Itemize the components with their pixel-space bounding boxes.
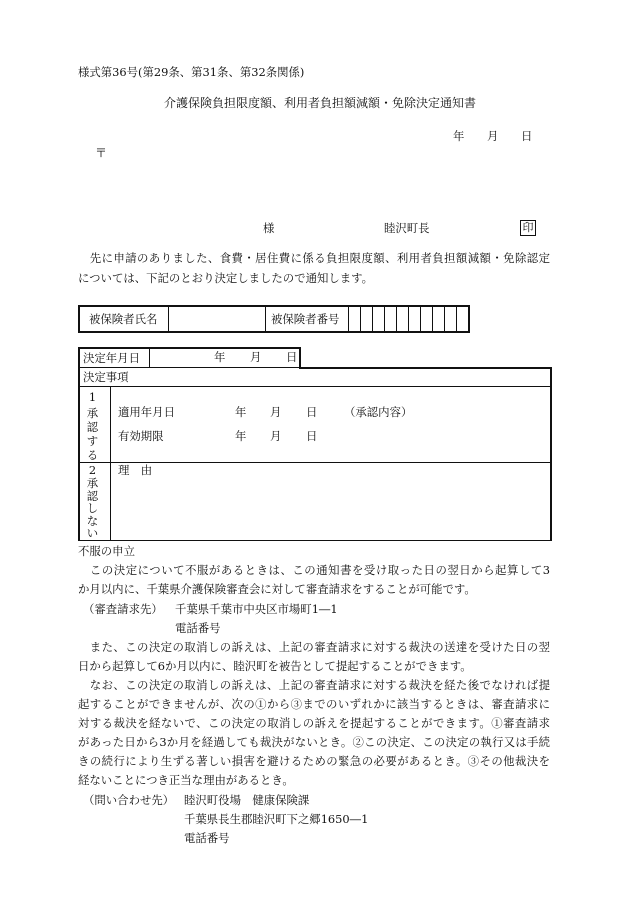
decision-date-row: [78, 347, 301, 368]
review-request-paragraph: [78, 561, 550, 599]
decision-table: [78, 367, 552, 541]
decision-date-day: 日: [286, 350, 298, 364]
issuer-name: 睦沢町長: [384, 221, 430, 235]
reject-number: 2: [88, 463, 97, 477]
review-body-phone: 電話番号: [175, 621, 221, 635]
contact-office: 睦沢町役場 健康保険課: [184, 793, 310, 807]
lawsuit-paragraph: [78, 638, 550, 676]
insured-info-table: [78, 305, 470, 333]
review-body-label: （審査請求先）: [83, 602, 163, 616]
decision-matters-label: 決定事項: [83, 370, 129, 384]
intro-line: については、下記のとおり決定しましたので通知します。: [78, 271, 374, 285]
intro-line: 先に申請のありました、食費・居住費に係る負担限度額、利用者負担額減額・免除認定: [78, 251, 550, 265]
lawsuit-exception-line: 対する裁決を経ないで、この決定の取消しの訴えを提起することができます。①審査請求: [78, 716, 550, 730]
review-request-line: この決定について不服があるときは、この通知書を受け取った日の翌日から起算して3: [78, 563, 550, 577]
insured-number-digit-cell: [457, 307, 468, 331]
insured-number-label: 被保険者番号: [266, 307, 349, 331]
insured-number-digit-cell: [421, 307, 433, 331]
approve-start-day: 日: [306, 405, 318, 419]
approve-period-label: 有効期限: [118, 429, 164, 443]
approve-content-label: （承認内容）: [344, 405, 413, 419]
decision-column-divider: [110, 386, 111, 540]
notice-date-day: 日: [521, 129, 533, 143]
decision-date-year: 年: [214, 350, 226, 364]
insured-number-digit-cell: [385, 307, 397, 331]
insured-number-digit-cell: [349, 307, 361, 331]
insured-number-digit-cell: [397, 307, 409, 331]
lawsuit-exception-line: 経ないことにつき正当な理由があるとき。: [78, 773, 294, 787]
lawsuit-exception-paragraph: [78, 676, 550, 790]
approve-start-year: 年: [235, 405, 247, 419]
contact-label: （問い合わせ先）: [83, 793, 175, 807]
decision-date-label: 決定年月日: [80, 349, 150, 368]
appeal-heading: 不服の申立: [78, 544, 135, 558]
decision-matters-divider: [80, 386, 550, 387]
review-body-address: 千葉県千葉市中央区市場町1―1: [175, 602, 338, 616]
document-title: 介護保険負担限度額、利用者負担額減額・免除決定通知書: [163, 96, 476, 110]
lawsuit-exception-line: きの続行により生ずる著しい損害を避けるための緊急の必要があるとき。③その他裁決を: [78, 754, 550, 768]
lawsuit-exception-line: なお、この決定の取消しの訴えは、上記の審査請求に対する裁決を経た後でなければ提: [78, 678, 550, 692]
lawsuit-line: 日から起算して6か月以内に、睦沢町を被告として提起することができます。: [78, 659, 472, 673]
addressee-honorific: 様: [263, 221, 275, 235]
approve-period-year: 年: [235, 429, 247, 443]
lawsuit-exception-line: 起することができませんが、次の①から③までのいずれかに該当するときは、審査請求に: [78, 697, 550, 711]
insured-name-label: 被保険者氏名: [80, 307, 169, 331]
contact-address: 千葉県長生郡睦沢町下之郷1650―1: [184, 812, 369, 826]
approve-start-label: 適用年月日: [118, 405, 175, 419]
insured-number-digit-cell: [373, 307, 385, 331]
contact-phone: 電話番号: [184, 831, 230, 845]
approve-start-month: 月: [270, 405, 282, 419]
decision-table-top-rule: [299, 367, 552, 369]
form-number: 様式第36号(第29条、第31条、第32条関係): [78, 65, 305, 79]
insured-number-digit-cell: [445, 307, 457, 331]
notice-date-month: 月: [487, 129, 499, 143]
seal-box: 印: [520, 220, 536, 236]
notice-date-year: 年: [453, 129, 465, 143]
insured-name-field: [169, 307, 266, 331]
approve-period-month: 月: [270, 429, 282, 443]
lawsuit-exception-line: があった日から3か月を経過しても裁決がないとき。②この決定、この決定の執行又は手続: [78, 735, 550, 749]
insured-number-digit-cell: [361, 307, 373, 331]
lawsuit-line: また、この決定の取消しの訴えは、上記の審査請求に対する裁決の送達を受けた日の翌: [78, 640, 550, 654]
postal-mark: 〒: [95, 146, 108, 160]
intro-paragraph: [78, 248, 550, 288]
insured-number-digit-cell: [409, 307, 421, 331]
reject-reason-label: 理 由: [118, 463, 153, 477]
approve-label: 承認する: [86, 406, 99, 462]
decision-date-month: 月: [250, 350, 262, 364]
reject-label: 承認しない: [86, 476, 99, 540]
approve-period-day: 日: [306, 429, 318, 443]
insured-number-digit-cell: [433, 307, 445, 331]
approve-number: 1: [88, 390, 97, 404]
review-request-line: か月以内に、千葉県介護保険審査会に対して審査請求をすることが可能です。: [78, 582, 476, 596]
